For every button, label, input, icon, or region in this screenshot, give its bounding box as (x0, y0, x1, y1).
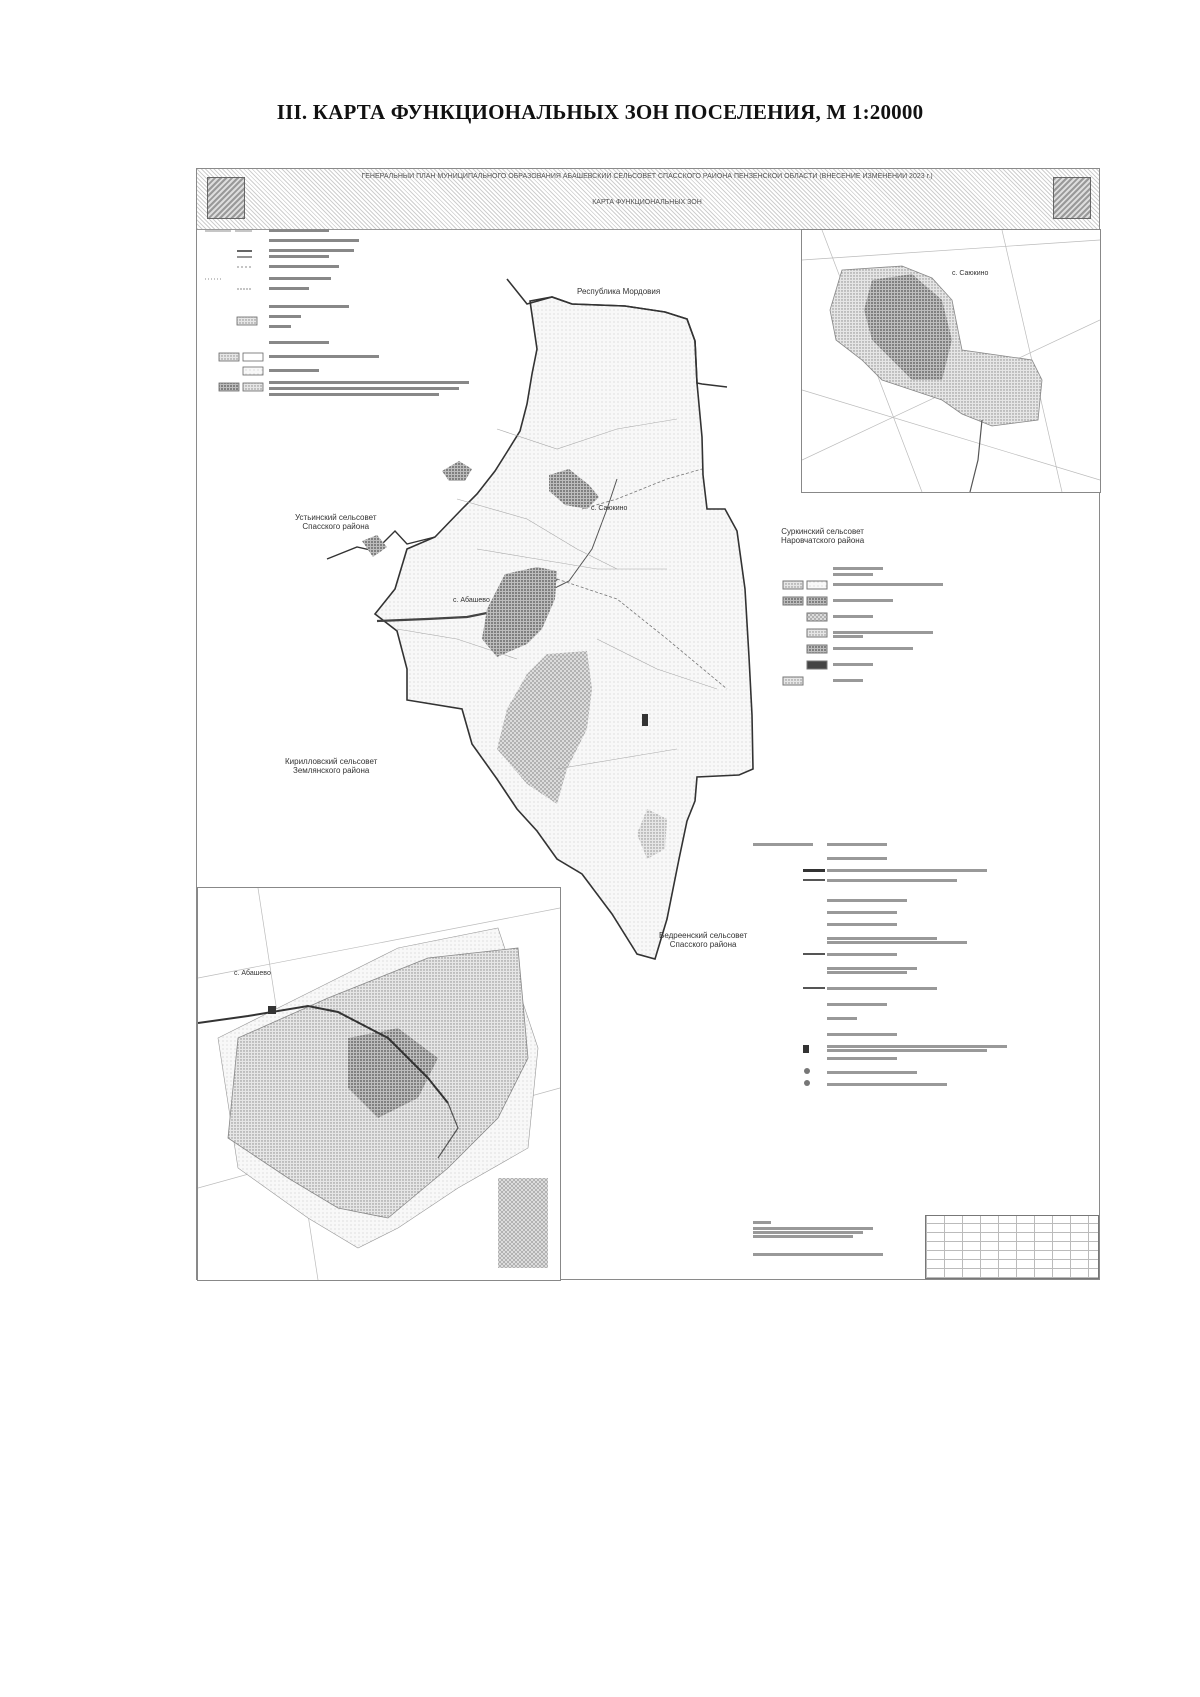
inset-abashevo-label: с. Абашево (234, 970, 271, 977)
inset-map-saiukino-drawing (802, 230, 1100, 492)
inset-map-abashevo-drawing (198, 888, 560, 1280)
inset-saiukino-road (970, 420, 982, 492)
title-block-stamp (925, 1215, 1099, 1279)
label-north-region: Республика Мордовия (577, 287, 661, 296)
label-west-region: Устьинский сельсовет Спасского района (295, 513, 377, 531)
map-sheet (196, 168, 1100, 1280)
inset-saiukino-label: с. Саюкино (952, 270, 989, 277)
inset-map-saiukino (801, 229, 1101, 493)
page-title: III. КАРТА ФУНКЦИОНАЛЬНЫХ ЗОН ПОСЕЛЕНИЯ, М 1:20000 (276, 100, 924, 124)
inset-abashevo-agri-block (498, 1178, 548, 1268)
label-village-saiukino: с. Саюкино (591, 505, 628, 512)
settlement-boundary (375, 297, 753, 959)
inset-abashevo-object (268, 1006, 276, 1014)
industrial-object (642, 714, 648, 726)
legend-top-left (205, 231, 263, 391)
sheet-header-title: ГЕНЕРАЛЬНЫЙ ПЛАН МУНИЦИПАЛЬНОГО ОБРАЗОВАНИЯ АБАШЕВСКИЙ СЕЛЬСОВЕТ СПАССКОГО РАЙОНА ПЕНЗЕНСКОЙ ОБЛАСТИ (ВНЕСЕНИЕ ИЗМЕНЕНИЙ 2023 г.) (361, 173, 933, 180)
label-village-abashevo: с. Абашево (453, 597, 490, 604)
forest-zone-west (362, 535, 387, 557)
inset-map-abashevo (197, 887, 561, 1281)
label-south-region: Ведреенский сельсовет Спасского района (659, 931, 748, 949)
legend-top-left-text (269, 229, 469, 396)
sheet-header-subtitle: КАРТА ФУНКЦИОНАЛЬНЫХ ЗОН (592, 199, 702, 206)
legend-conventional-signs (753, 843, 1007, 1256)
forest-zone-north (442, 461, 472, 481)
legend-functional-zones (783, 567, 943, 685)
label-east-region: Суркинский сельсовет Наровчатского района (781, 527, 865, 545)
label-southwest-region: Кирилловский сельсовет Землянского района (285, 757, 378, 775)
